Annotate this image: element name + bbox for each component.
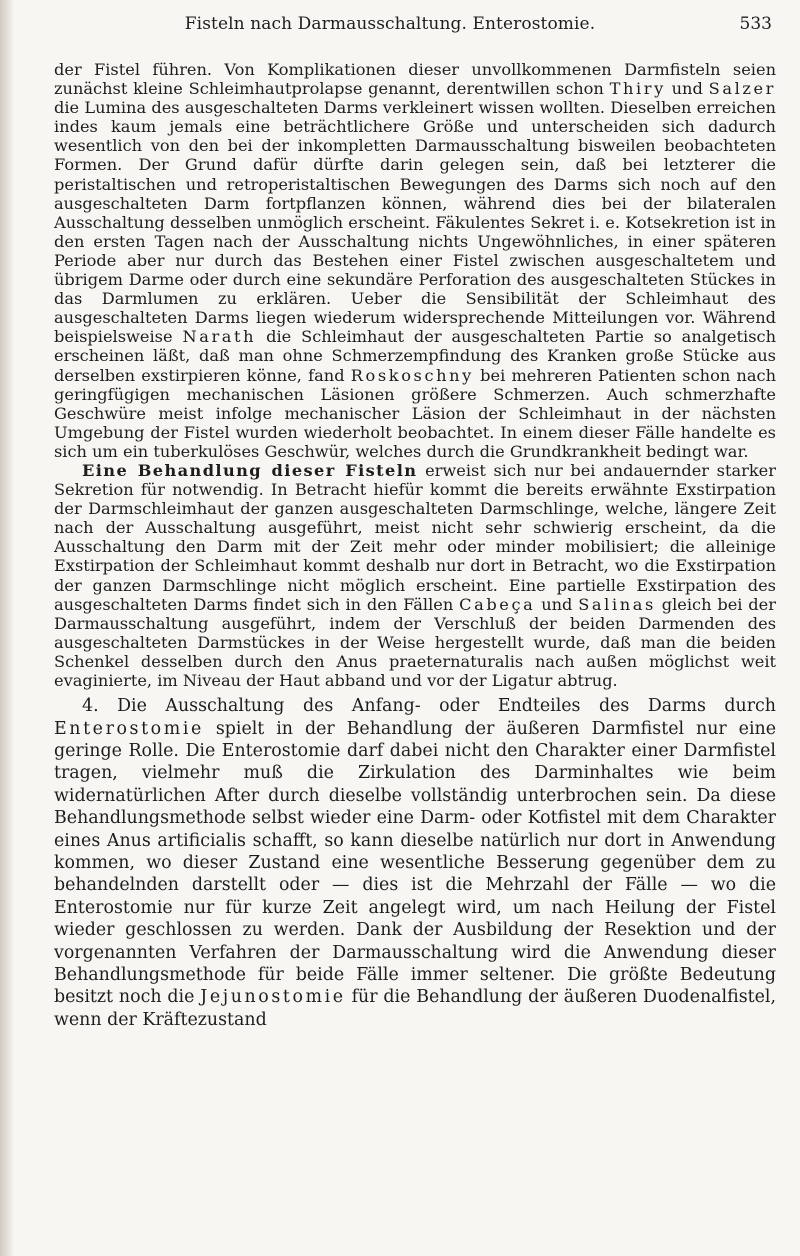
- author-name: Narath: [182, 327, 257, 347]
- body-text: [54, 60, 776, 1031]
- text-segment: die Schleimhaut der ausgeschalteten Partie so analgetisch erscheinen läßt, daß man ohne Schmerzempfindung des Kranken große Stücke aus derselben exstirpieren könne, fand: [54, 327, 776, 385]
- emphasized-term: Jejunostomie: [200, 987, 346, 1008]
- emphasized-heading: Eine Behandlung dieser Fisteln: [82, 460, 418, 480]
- text-segment: gleich bei der Darmausschaltung ausgeführt, indem der Verschluß der beiden Darmenden des ausgeschalteten Darmstückes in der Weise hergestellt wurde, daß man die beiden Schenkel desselben durch den Anus praeternaturalis nach außen möglichst weit evaginierte, im Niveau der Haut abband und vor der Ligatur abtrug.: [54, 594, 776, 690]
- text-segment: erweist sich nur bei andauernder starker Sekretion für notwendig. In Betracht hiefür kommt die bereits erwähnte Exstirpation der Darmschleimhaut der ganzen ausgeschalteten Darmschlinge, welche, längere Zeit nach der Ausschaltung ausgeführt, meist nicht sehr schwierig erscheint, da die Ausschaltung den Darm mit der Zeit mehr oder minder mobilisiert; die alleinige Exstirpation der Schleimhaut kommt deshalb nur dort in Betracht, wo die Exstirpation der ganzen Darmschlinge nicht möglich erscheint. Eine partielle Exstirpation des ausgeschalteten Darms findet sich in den Fällen: [54, 460, 776, 614]
- text-segment: und: [535, 594, 579, 614]
- text-segment: der Fistel führen. Von Komplikationen dieser unvollkommenen Darmfisteln seien zunächst kleine Schleimhautprolapse genannt, derentwillen schon: [54, 60, 776, 99]
- author-name: Thiry: [609, 79, 666, 99]
- text-segment: bei mehreren Patienten schon nach geringfügigen mechanischen Läsionen größere Schmerzen. Auch schmerzhafte Geschwüre meist infolge mechanischer Läsion der Schleimhaut in der nächsten Umgebung der Fistel wurden wiederholt beobachtet. In einem dieser Fälle handelte es sich um ein tuberkulöses Geschwür, welches durch die Grundkrankheit bedingt war.: [54, 365, 777, 461]
- text-segment: 4. Die Ausschaltung des Anfang- oder Endteiles des Darms durch: [82, 696, 776, 717]
- text-segment: und: [665, 79, 709, 99]
- paragraph-1: [54, 60, 776, 461]
- emphasized-term: Enterostomie: [54, 718, 204, 739]
- author-name: Roskoschny: [350, 365, 474, 385]
- section-4-paragraph: [54, 695, 776, 1031]
- text-segment: spielt in der Behandlung der äußeren Darmfistel nur eine geringe Rolle. Die Enterostomie darf dabei nicht den Charakter einer Darmfistel tragen, vielmehr muß die Zirkulation des Darminhaltes wie beim widernatürlichen After durch dieselbe vollständig unterbrochen sein. Da diese Behandlungsmethode selbst wieder eine Darm- oder Kotfistel mit dem Charakter eines Anus artificialis schafft, so kann dieselbe natürlich nur dort in Anwendung kommen, wo dieser Zustand eine wesentliche Besserung gegenüber dem zu behandelnden darstellt oder — dies ist die Mehrzahl der Fälle — wo die Enterostomie nur für kurze Zeit angelegt wird, um nach Heilung der Fistel wieder geschlossen zu werden. Dank der Ausbildung der Resektion und der vorgenannten Verfahren der Darmausschaltung wird die Anwendung dieser Behandlungsmethode für beide Fälle immer seltener. Die größte Bedeutung besitzt noch die: [54, 718, 776, 1008]
- running-header: Fisteln nach Darmausschaltung. Enterostomie.: [184, 14, 596, 34]
- paragraph-2: [54, 461, 776, 690]
- page-number: 533: [739, 14, 772, 34]
- author-name: Salinas: [578, 594, 656, 614]
- author-name: Cabeça: [459, 594, 536, 614]
- author-name: Salzer: [708, 79, 776, 99]
- text-segment: die Lumina des ausgeschalteten Darms verkleinert wissen wollten. Dieselben erreichen indes kaum jemals eine beträchtlichere Größe und unterscheiden sich dadurch wesentlich von den bei der inkompletten Darmausschaltung bisweilen beobachteten Formen. Der Grund dafür dürfte darin gelegen sein, daß bei letzterer die peristaltischen und retroperistaltischen Bewegungen des Darms sich noch auf den ausgeschalteten Darm fortpflanzen können, während dies bei der bilateralen Ausschaltung desselben unmöglich erscheint. Fäkulentes Sekret i. e. Kotsekretion ist in den ersten Tagen nach der Ausschaltung nichts Ungewöhnliches, in einer späteren Periode aber nur durch das Bestehen einer Fistel zwischen ausgeschaltetem und übrigem Darme oder durch eine sekundäre Perforation des ausgeschalteten Stückes in das Darmlumen zu erklären. Ueber die Sensibilität der Schleimhaut des ausgeschalteten Darms liegen wiederum widersprechende Mitteilungen vor. Während beispielsweise: [54, 98, 776, 347]
- text-segment: für die Behandlung der äußeren Duodenalfistel, wenn der Kräftezustand: [54, 987, 776, 1030]
- binding-shadow: [0, 0, 14, 1256]
